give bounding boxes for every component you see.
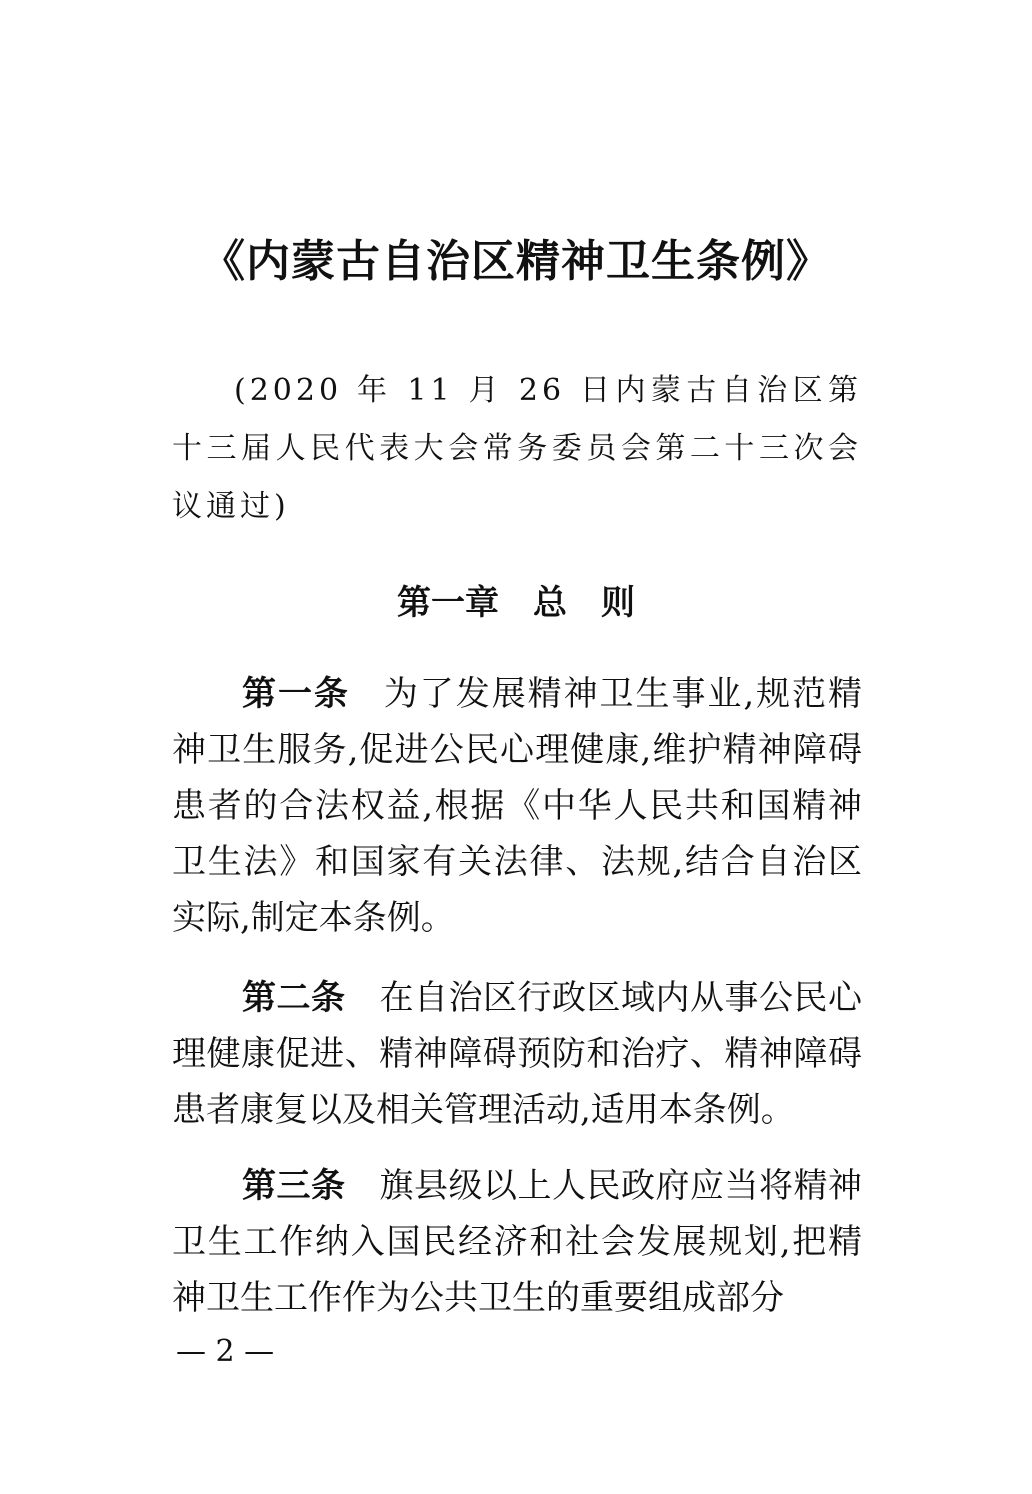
chapter-heading: 第一章 总 则 <box>397 583 635 623</box>
article-text: 为了发展精神卫生事业,规范精神卫生服务,促进公民心理健康,维护精神障碍患者的合法权益,根据《中华人民共和国精神卫生法》和国家有关法律、法规,结合自治区实际,制定本条例。 <box>172 674 863 938</box>
page-number: — 2 — <box>176 1334 275 1369</box>
article-paragraph <box>172 666 862 946</box>
article-1 <box>172 666 862 946</box>
article-paragraph <box>172 1158 862 1326</box>
article-2 <box>172 970 862 1138</box>
article-text: 在自治区行政区域内从事公民心理健康促进、精神障碍预防和治疗、精神障碍患者康复以及相关管理活动,适用本条例。 <box>172 978 862 1130</box>
article-label: 第二条 <box>242 978 346 1018</box>
article-label: 第一条 <box>242 674 350 714</box>
article-3 <box>172 1158 862 1326</box>
article-label: 第三条 <box>242 1166 346 1206</box>
adoption-note: (2020 年 11 月 26 日内蒙古自治区第十三届人民代表大会常务委员会第二十三次会议通过) <box>172 373 862 524</box>
document-title: 《内蒙古自治区精神卫生条例》 <box>201 236 831 287</box>
article-text: 旗县级以上人民政府应当将精神卫生工作纳入国民经济和社会发展规划,把精神卫生工作作为公共卫生的重要组成部分 <box>172 1166 862 1318</box>
article-paragraph <box>172 970 862 1138</box>
